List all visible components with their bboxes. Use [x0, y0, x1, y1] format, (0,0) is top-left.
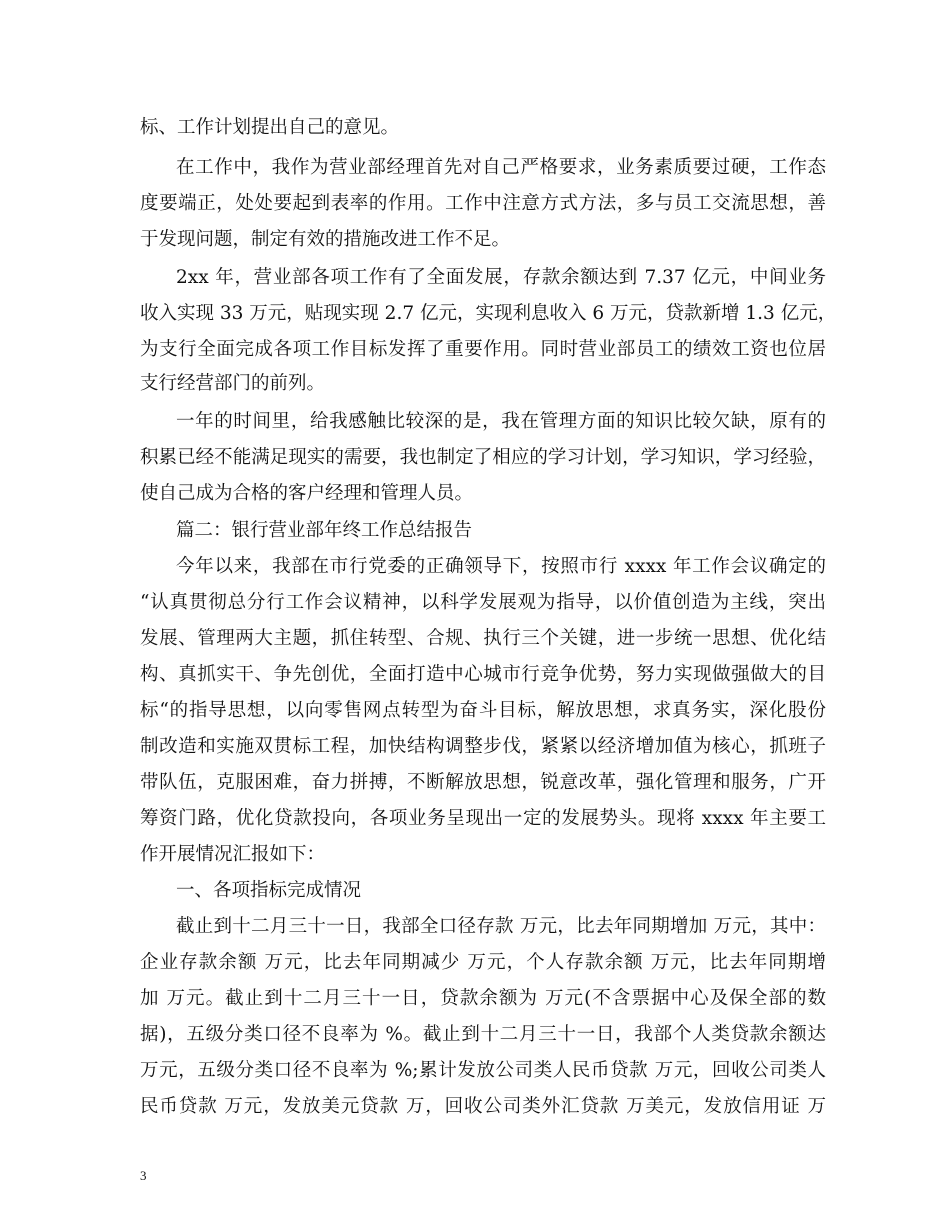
text-line: 2xx 年，营业部各项工作有了全面发展，存款余额达到 7.37 亿元，中间业务 — [176, 267, 826, 288]
text-line: 据)，五级分类口径不良率为 %。截止到十二月三十一日，我部个人类贷款余额达 — [140, 1024, 826, 1045]
section-heading: 一、各项指标完成情况 — [176, 880, 362, 901]
text-line: 收入实现 33 万元，贴现实现 2.7 亿元，实现利息收入 6 万元，贷款新增 1.3 亿元， — [140, 303, 837, 324]
page-number: 3 — [140, 1168, 147, 1183]
text-line: 标“的指导思想，以向零售网点转型为奋斗目标，解放思想，求真务实，深化股份 — [140, 700, 826, 721]
text-line: 积累已经不能满足现实的需要，我也制定了相应的学习计划，学习知识，学习经验， — [140, 447, 826, 468]
text-line: 发展、管理两大主题，抓住转型、合规、执行三个关键，进一步统一思想、优化结 — [140, 628, 826, 649]
text-line: 筹资门路，优化贷款投向，各项业务呈现出一定的发展势头。现将 xxxx 年主要工 — [140, 808, 826, 829]
text-line: 度要端正，处处要起到表率的作用。工作中注意方式方法，多与员工交流思想，善 — [140, 193, 826, 214]
text-line: 加 万元。截止到十二月三十一日，贷款余额为 万元(不含票据中心及保全部的数 — [140, 988, 826, 1009]
text-line: 构、真抓实干、争先创优，全面打造中心城市行竞争优势，努力实现做强做大的目 — [140, 664, 826, 685]
section-heading: 篇二：银行营业部年终工作总结报告 — [176, 520, 473, 541]
text-line: 今年以来，我部在市行党委的正确领导下，按照市行 xxxx 年工作会议确定的 — [176, 556, 826, 577]
text-line: 截止到十二月三十一日，我部全口径存款 万元，比去年同期增加 万元，其中： — [176, 916, 826, 937]
text-line: 在工作中，我作为营业部经理首先对自己严格要求，业务素质要过硬，工作态 — [176, 157, 826, 178]
text-line: 一年的时间里，给我感触比较深的是，我在管理方面的知识比较欠缺，原有的 — [176, 411, 826, 432]
text-line: “认真贯彻总分行工作会议精神，以科学发展观为指导，以价值创造为主线，突出 — [140, 592, 826, 613]
text-line: 支行经营部门的前列。 — [140, 373, 326, 394]
text-line: 万元，五级分类口径不良率为 %;累计发放公司类人民币贷款 万元，回收公司类人 — [140, 1060, 826, 1081]
text-line: 于发现问题，制定有效的措施改进工作不足。 — [140, 229, 511, 250]
text-line: 民币贷款 万元，发放美元贷款 万，回收公司类外汇贷款 万美元，发放信用证 万 — [140, 1096, 826, 1117]
text-line: 企业存款余额 万元，比去年同期减少 万元，个人存款余额 万元，比去年同期增 — [140, 952, 826, 973]
text-line: 制改造和实施双贯标工程，加快结构调整步伐，紧紧以经济增加值为核心，抓班子 — [140, 736, 826, 757]
text-line: 标、工作计划提出自己的意见。 — [140, 117, 400, 138]
text-line: 使自己成为合格的客户经理和管理人员。 — [140, 483, 474, 504]
text-line: 带队伍，克服困难，奋力拼搏，不断解放思想，锐意改革，强化管理和服务，广开 — [140, 772, 826, 793]
text-line: 为支行全面完成各项工作目标发挥了重要作用。同时营业部员工的绩效工资也位居 — [140, 339, 826, 360]
text-line: 作开展情况汇报如下： — [140, 844, 326, 865]
